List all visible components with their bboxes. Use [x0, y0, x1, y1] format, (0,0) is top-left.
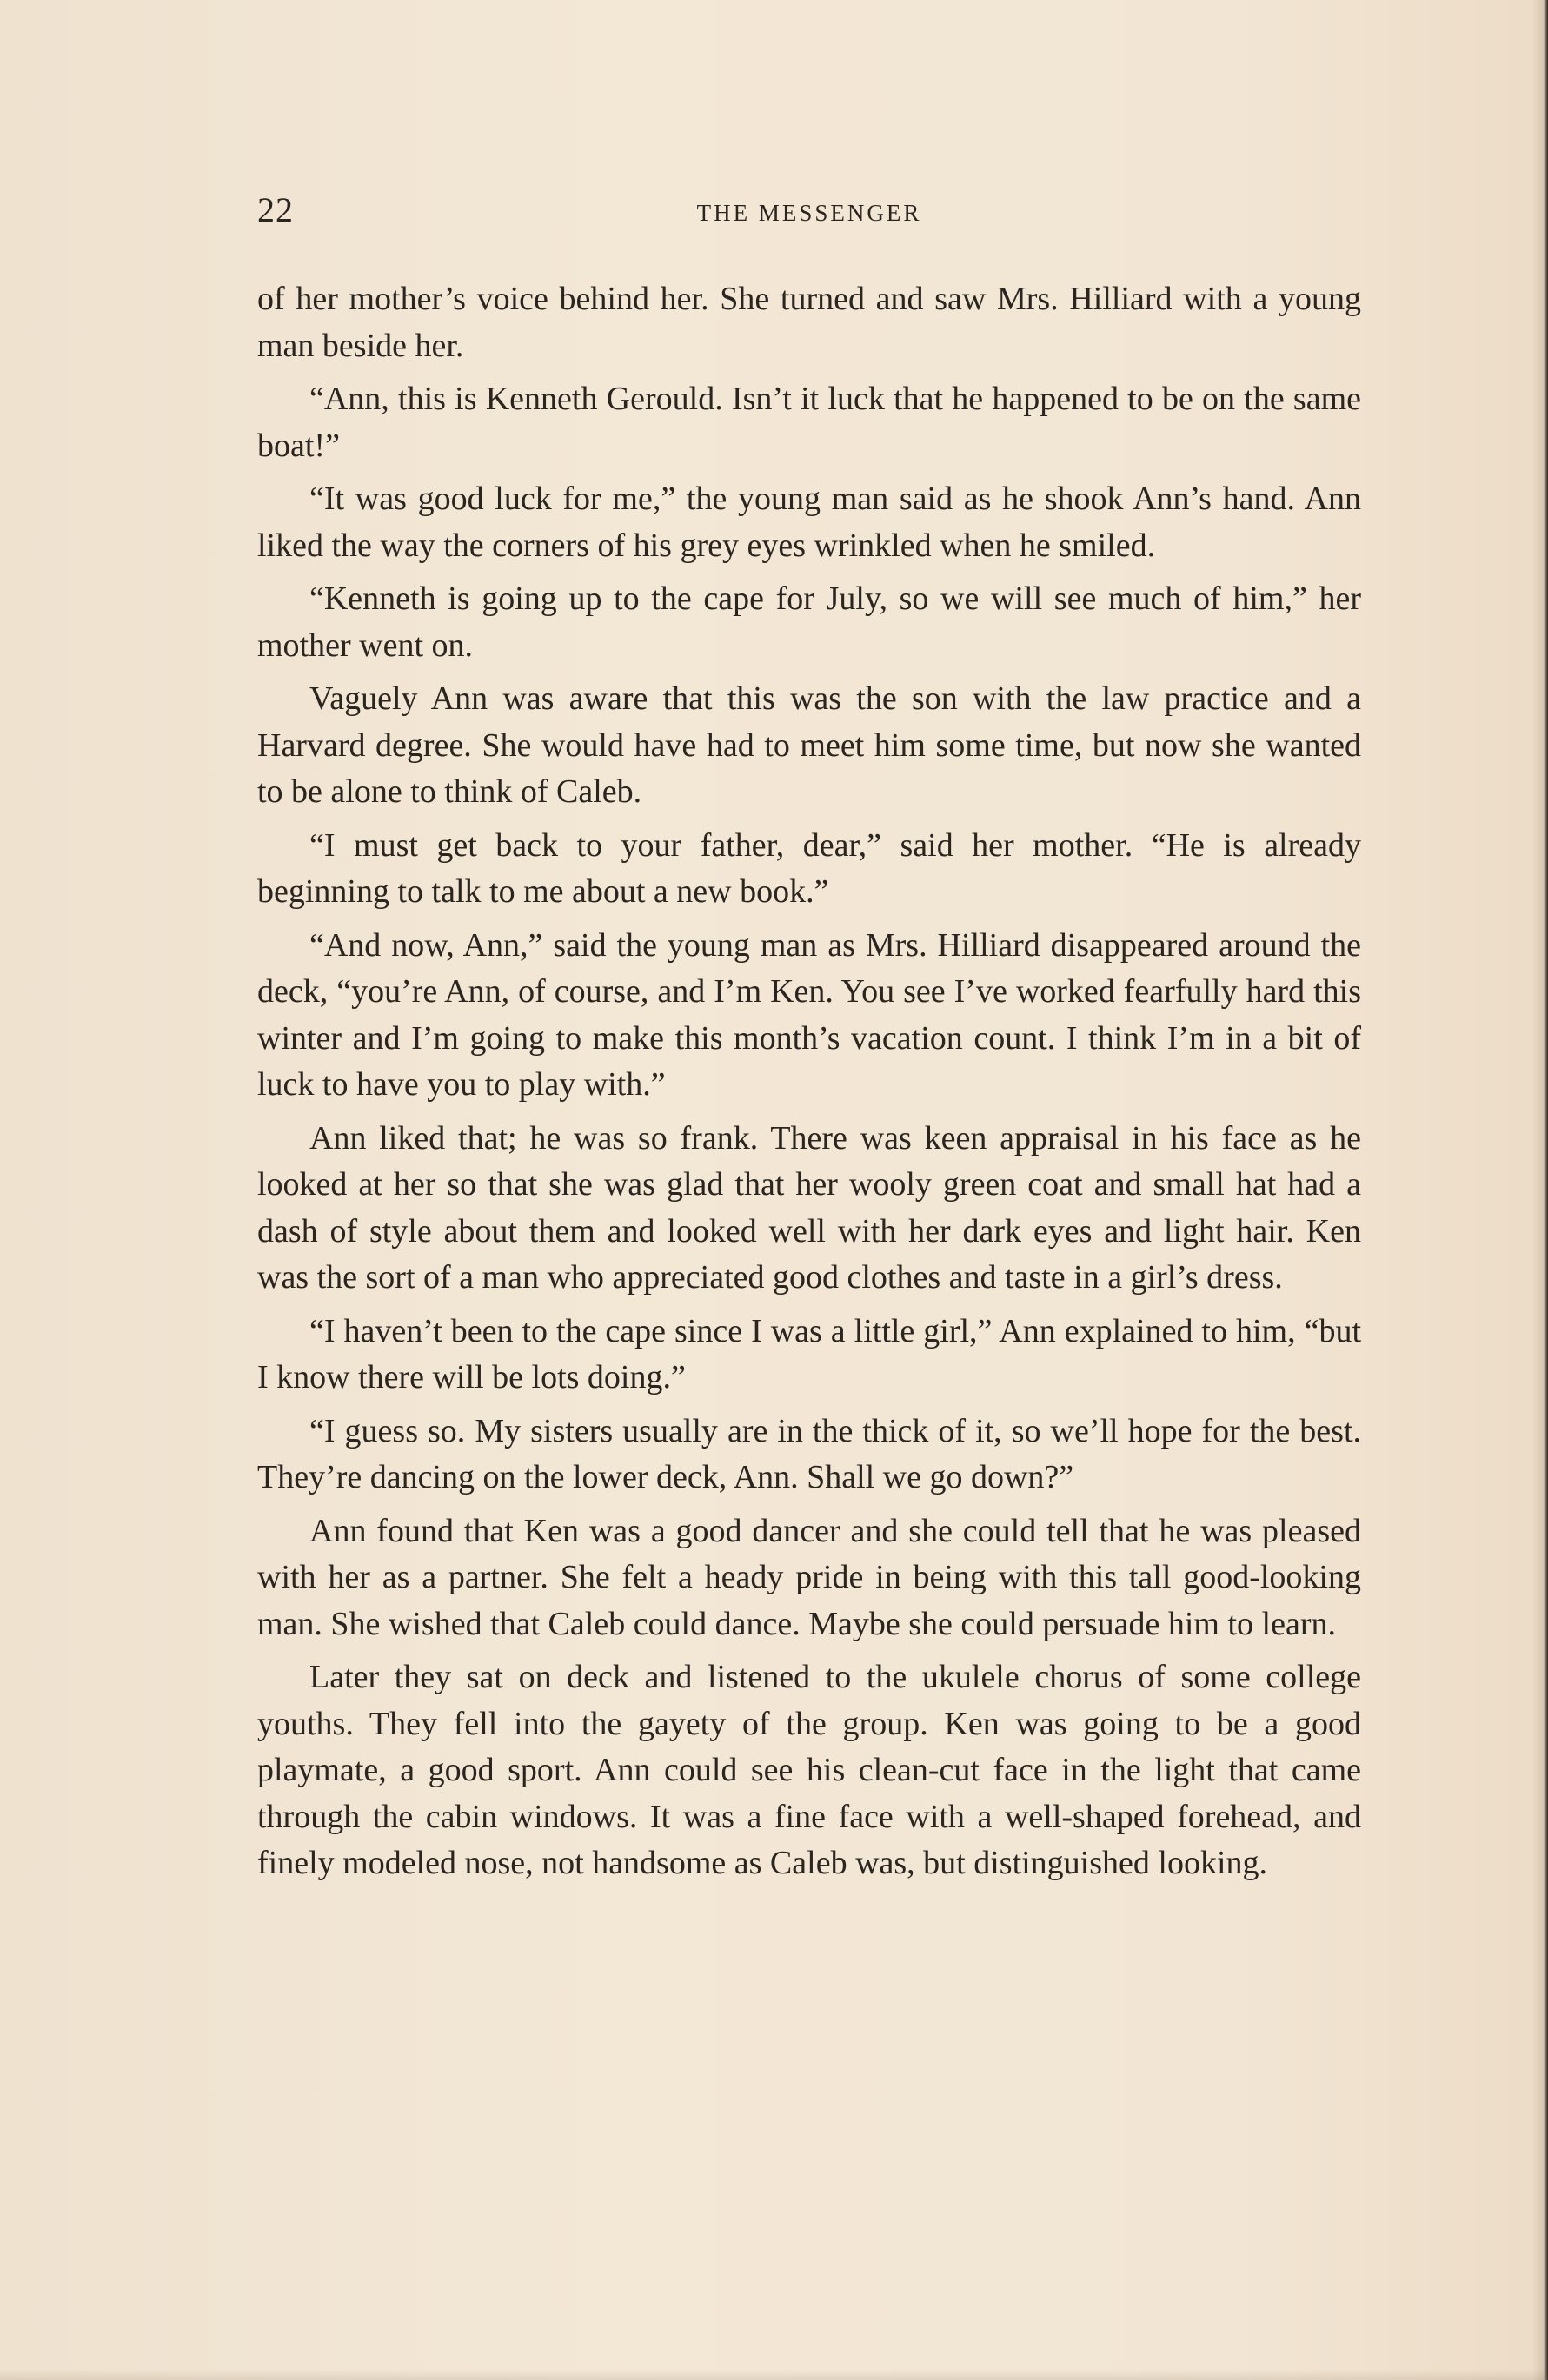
- page-edge-shadow: [1532, 0, 1548, 2380]
- page-bottom-shadow: [0, 2370, 1548, 2380]
- page-number: 22: [257, 190, 294, 229]
- paragraph: “And now, Ann,” said the young man as Mrs. Hilliard disappeared around the deck, “you’re Ann, of course, and I’m Ken. You see I’ve worked fearfully hard this winter and I’m going to make this month’s vacation count. I think I’m in a bit of luck to have you to play with.”: [257, 926, 1361, 1103]
- paragraph: “I guess so. My sisters usually are in the thick of it, so we’ll hope for the best. They’re dancing on the lower deck, Ann. Shall we go down?”: [257, 1412, 1361, 1495]
- paragraph: “Ann, this is Kenneth Gerould. Isn’t it luck that he happened to be on the same boat!”: [257, 381, 1361, 464]
- running-title: THE MESSENGER: [696, 200, 922, 226]
- paragraph: “I haven’t been to the cape since I was a little girl,” Ann explained to him, “but I know there will be lots doing.”: [257, 1312, 1361, 1396]
- paragraph: Vaguely Ann was aware that this was the son with the law practice and a Harvard degree. She would have had to meet him some time, but now she wanted to be alone to think of Caleb.: [257, 680, 1361, 810]
- body-text: [257, 276, 1361, 1894]
- paragraph: “I must get back to your father, dear,” said her mother. “He is already beginning to talk to me about a new book.”: [257, 826, 1361, 910]
- paragraph: Ann found that Ken was a good dancer and she could tell that he was pleased with her as a partner. She felt a heady pride in being with this tall good-looking man. She wished that Caleb could dance. Maybe she could persuade him to learn.: [257, 1512, 1361, 1642]
- paragraph: “It was good luck for me,” the young man said as he shook Ann’s hand. Ann liked the way the corners of his grey eyes wrinkled when he smiled.: [257, 481, 1361, 564]
- page-header: [257, 189, 1361, 242]
- paragraph: “Kenneth is going up to the cape for July, so we will see much of him,” her mother went on.: [257, 580, 1361, 664]
- paragraph: of her mother’s voice behind her. She turned and saw Mrs. Hilliard with a young man beside her.: [257, 281, 1361, 364]
- paragraph: Later they sat on deck and listened to the ukulele chorus of some college youths. They fell into the gayety of the group. Ken was going to be a good playmate, a good sport. Ann could see his clean-cut face in the light that came through the cabin windows. It was a fine face with a well-shaped forehead, and finely modeled nose, not handsome as Caleb was, but distinguished looking.: [257, 1659, 1361, 1881]
- paragraph: Ann liked that; he was so frank. There was keen appraisal in his face as he looked at her so that she was glad that her wooly green coat and small hat had a dash of style about them and looked well with her dark eyes and light hair. Ken was the sort of a man who appreciated good clothes and taste in a girl’s dress.: [257, 1119, 1361, 1296]
